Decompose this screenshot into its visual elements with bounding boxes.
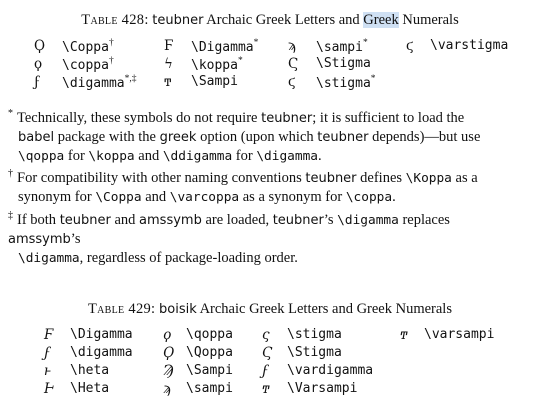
package-name: teubner — [59, 213, 111, 228]
glyph-cell: Ͱ — [44, 381, 54, 397]
package-name: teubner — [272, 213, 324, 228]
note-text: defines — [356, 170, 406, 186]
caption-package: boisik — [159, 302, 197, 317]
glyph-cell: ϙ — [163, 327, 172, 343]
footnote-mark: * — [8, 108, 13, 119]
command-cell: \sampi — [186, 381, 233, 396]
command-cell — [191, 38, 258, 55]
glyph-cell: ϛ — [406, 38, 414, 54]
command-cell: \qoppa — [186, 327, 233, 342]
table-428-caption — [0, 12, 540, 29]
command-cell: \Varsampi — [287, 381, 358, 396]
command-text: \Sampi — [191, 74, 238, 89]
command-cell — [191, 56, 243, 73]
footnote-mark: * — [253, 38, 259, 48]
command-text: \Koppa — [405, 171, 452, 186]
command-cell: \Sampi — [186, 363, 233, 378]
glyph-cell: ϝ — [262, 363, 269, 379]
glyph-cell: ϙ — [34, 56, 43, 72]
note-text: If both — [17, 212, 60, 228]
footnote-mark: *,‡ — [124, 74, 137, 84]
note-text: option (upon which — [196, 129, 318, 145]
note-text: package with the — [54, 129, 160, 145]
glyph-cell: ϝ — [34, 74, 41, 90]
command-cell — [62, 56, 114, 73]
package-name: amssymb — [8, 232, 71, 247]
command-text: \digamma — [62, 76, 125, 91]
glyph-cell: Ϝ — [44, 327, 54, 343]
package-name: amssymb — [139, 213, 202, 228]
glyph-cell: ͳ — [400, 327, 408, 343]
note-text: as a — [451, 170, 478, 186]
command-text: \stigma — [316, 76, 371, 91]
footnote-mark: † — [8, 168, 13, 179]
command-cell — [62, 38, 114, 55]
glyph-cell: ς — [262, 327, 270, 343]
footnote-mark: ‡ — [8, 210, 13, 221]
note-text: are loaded, — [201, 212, 273, 228]
package-name: teubner — [261, 111, 313, 126]
glyph-cell: Ϙ — [34, 38, 46, 54]
command-cell: \varsampi — [424, 327, 495, 342]
note-text: as a synonym for — [239, 189, 346, 205]
command-cell: \heta — [70, 363, 110, 378]
command-cell — [316, 74, 376, 91]
footnote-1 — [8, 104, 522, 166]
note-text: and — [141, 189, 170, 205]
command-text: \varstigma — [430, 38, 509, 53]
caption-package: teubner — [152, 13, 204, 28]
glyph-cell: Ϙ — [163, 345, 175, 361]
command-cell: \Qoppa — [186, 345, 233, 360]
note-text: and — [110, 212, 140, 228]
footnote-mark: * — [362, 38, 368, 48]
glyph-cell: ͱ — [44, 363, 52, 379]
caption-text: Archaic Greek Letters and Greek Numerals — [199, 301, 452, 317]
command-text: \Coppa — [95, 190, 142, 205]
table-429-caption — [0, 301, 540, 318]
footnote-2 — [8, 164, 522, 207]
note-text: replaces — [398, 212, 450, 228]
note-text: . — [317, 148, 322, 164]
command-text: \ddigamma — [162, 149, 233, 164]
command-text: \qoppa — [18, 149, 65, 164]
footnote-mark: † — [108, 38, 114, 48]
footnote-mark: † — [108, 56, 114, 66]
note-text: for — [232, 148, 257, 164]
command-cell: \vardigamma — [287, 363, 374, 378]
note-text: depends)—but use — [368, 129, 481, 145]
note-text: Technically, these symbols do not require — [17, 110, 262, 126]
command-text: \Digamma — [191, 40, 254, 55]
caption-highlight: Greek — [363, 12, 399, 28]
note-text: . — [392, 189, 396, 205]
caption-text-end: Numerals — [402, 12, 459, 28]
command-text: \digamma — [256, 149, 318, 164]
command-text: \koppa — [191, 58, 238, 73]
note-text: For compatibility with other naming conventions — [17, 170, 306, 186]
command-cell — [316, 38, 368, 55]
glyph-cell: Ϝ — [164, 38, 174, 54]
package-name: teubner — [317, 130, 369, 145]
command-cell: \Heta — [70, 381, 110, 396]
glyph-cell: ϛ — [288, 74, 296, 90]
glyph-cell: Ϛ — [288, 56, 299, 72]
command-cell: \stigma — [287, 327, 342, 342]
glyph-cell: ͳ — [164, 74, 172, 90]
command-text: \koppa — [88, 149, 135, 164]
note-text: ’s — [70, 231, 81, 247]
note-text: and — [134, 148, 163, 164]
command-text: \coppa — [345, 190, 393, 205]
caption-label: Table 429: — [88, 301, 156, 317]
command-cell: \digamma — [70, 345, 133, 360]
command-text: \sampi — [316, 40, 363, 55]
glyph-cell: ϡ — [288, 38, 296, 54]
command-text: \varcoppa — [169, 190, 240, 205]
footnote-mark: * — [237, 56, 243, 66]
command-cell — [191, 74, 238, 89]
glyph-cell: Ϡ — [163, 363, 174, 379]
glyph-cell: ϟ — [164, 56, 173, 72]
command-cell: \Digamma — [70, 327, 133, 342]
glyph-cell: ϝ — [44, 345, 51, 361]
command-text: \digamma — [18, 251, 80, 266]
option-name: greek — [159, 130, 197, 145]
command-text: \coppa — [62, 58, 109, 73]
glyph-cell: Ϛ — [262, 345, 273, 361]
footnote-3 — [8, 206, 522, 268]
glyph-cell: ϡ — [163, 381, 171, 397]
note-text: for — [64, 148, 89, 164]
caption-text: Archaic Greek Letters and — [206, 12, 360, 28]
note-text: , regardless of package-loading order. — [79, 250, 298, 266]
package-name: teubner — [305, 171, 357, 186]
command-cell — [316, 56, 371, 71]
note-text: ; it is sufficient to load the — [312, 110, 465, 126]
note-text: ’s — [323, 212, 338, 228]
glyph-cell: ͳ — [262, 381, 270, 397]
caption-label: Table 428: — [81, 12, 149, 28]
command-cell — [430, 38, 508, 53]
command-cell — [62, 74, 137, 91]
command-cell: \Stigma — [287, 345, 342, 360]
command-text: \digamma — [337, 213, 399, 228]
command-text: \Coppa — [62, 40, 109, 55]
footnote-mark: * — [370, 74, 376, 84]
package-name: babel — [18, 130, 55, 145]
note-text: synonym for — [18, 189, 96, 205]
command-text: \Stigma — [316, 56, 371, 71]
